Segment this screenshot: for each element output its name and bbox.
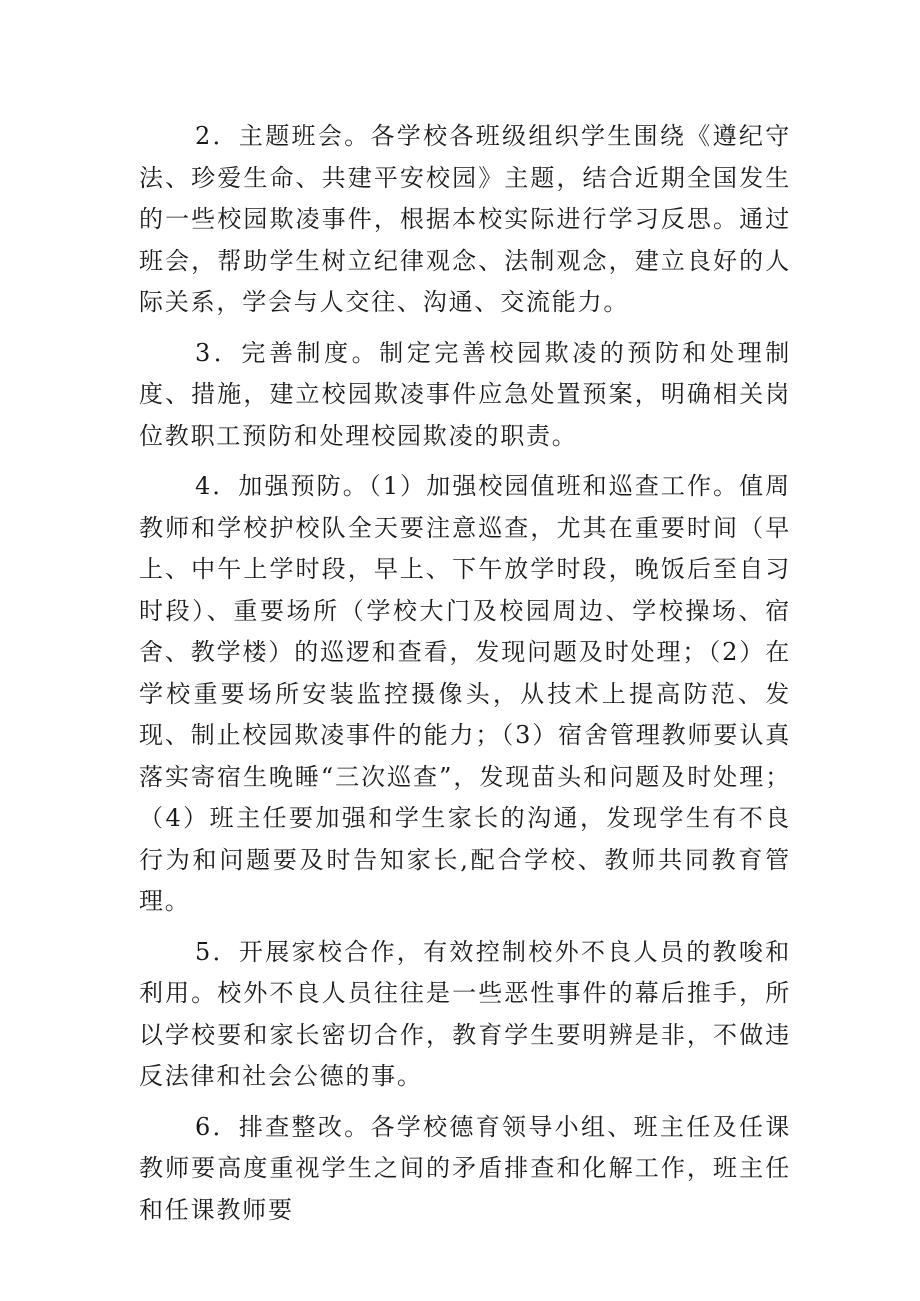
paragraph-strengthen-prevention: 4．加强预防。（1）加强校园值班和巡查工作。值周教师和学校护校队全天要注意巡查，尤其在重要时间（早上、中午上学时段，早上、下午放学时段，晚饭后至自习时段）、重要场所（学校大门及校园周边、学校操场、宿舍、教学楼）的巡逻和查看，发现问题及时处理；（2）在学校重要场所安装监控摄像头，从技术上提高防范、发现、制止校园欺凌事件的能力；（3）宿舍管理教师要认真落实寄宿生晚睡“三次巡查”，发现苗头和问题及时处理；（4）班主任要加强和学生家长的沟通，发现学生有不良行为和问题要及时告知家长,配合学校、教师共同教育管理。 — [139, 472, 791, 915]
paragraph-improve-system: 3．完善制度。制定完善校园欺凌的预防和处理制度、措施，建立校园欺凌事件应急处置预案，明确相关岗位教职工预防和处理校园欺凌的职责。 — [139, 338, 791, 450]
paragraph-home-school-cooperation: 5．开展家校合作，有效控制校外不良人员的教唆和利用。校外不良人员往往是一些恶性事件的幕后推手，所以学校要和家长密切合作，教育学生要明辨是非，不做违反法律和社会公德的事。 — [139, 937, 791, 1090]
paragraph-investigation-rectification: 6．排查整改。各学校德育领导小组、班主任及任课教师要高度重视学生之间的矛盾排查和化解工作，班主任和任课教师要 — [139, 1112, 791, 1224]
paragraph-theme-class-meeting: 2．主题班会。各学校各班级组织学生围绕《遵纪守法、珍爱生命、共建平安校园》主题，结合近期全国发生的一些校园欺凌事件，根据本校实际进行学习反思。通过班会，帮助学生树立纪律观念、法制观念，建立良好的人际关系，学会与人交往、沟通、交流能力。 — [139, 122, 791, 316]
document-body — [139, 116, 791, 1231]
